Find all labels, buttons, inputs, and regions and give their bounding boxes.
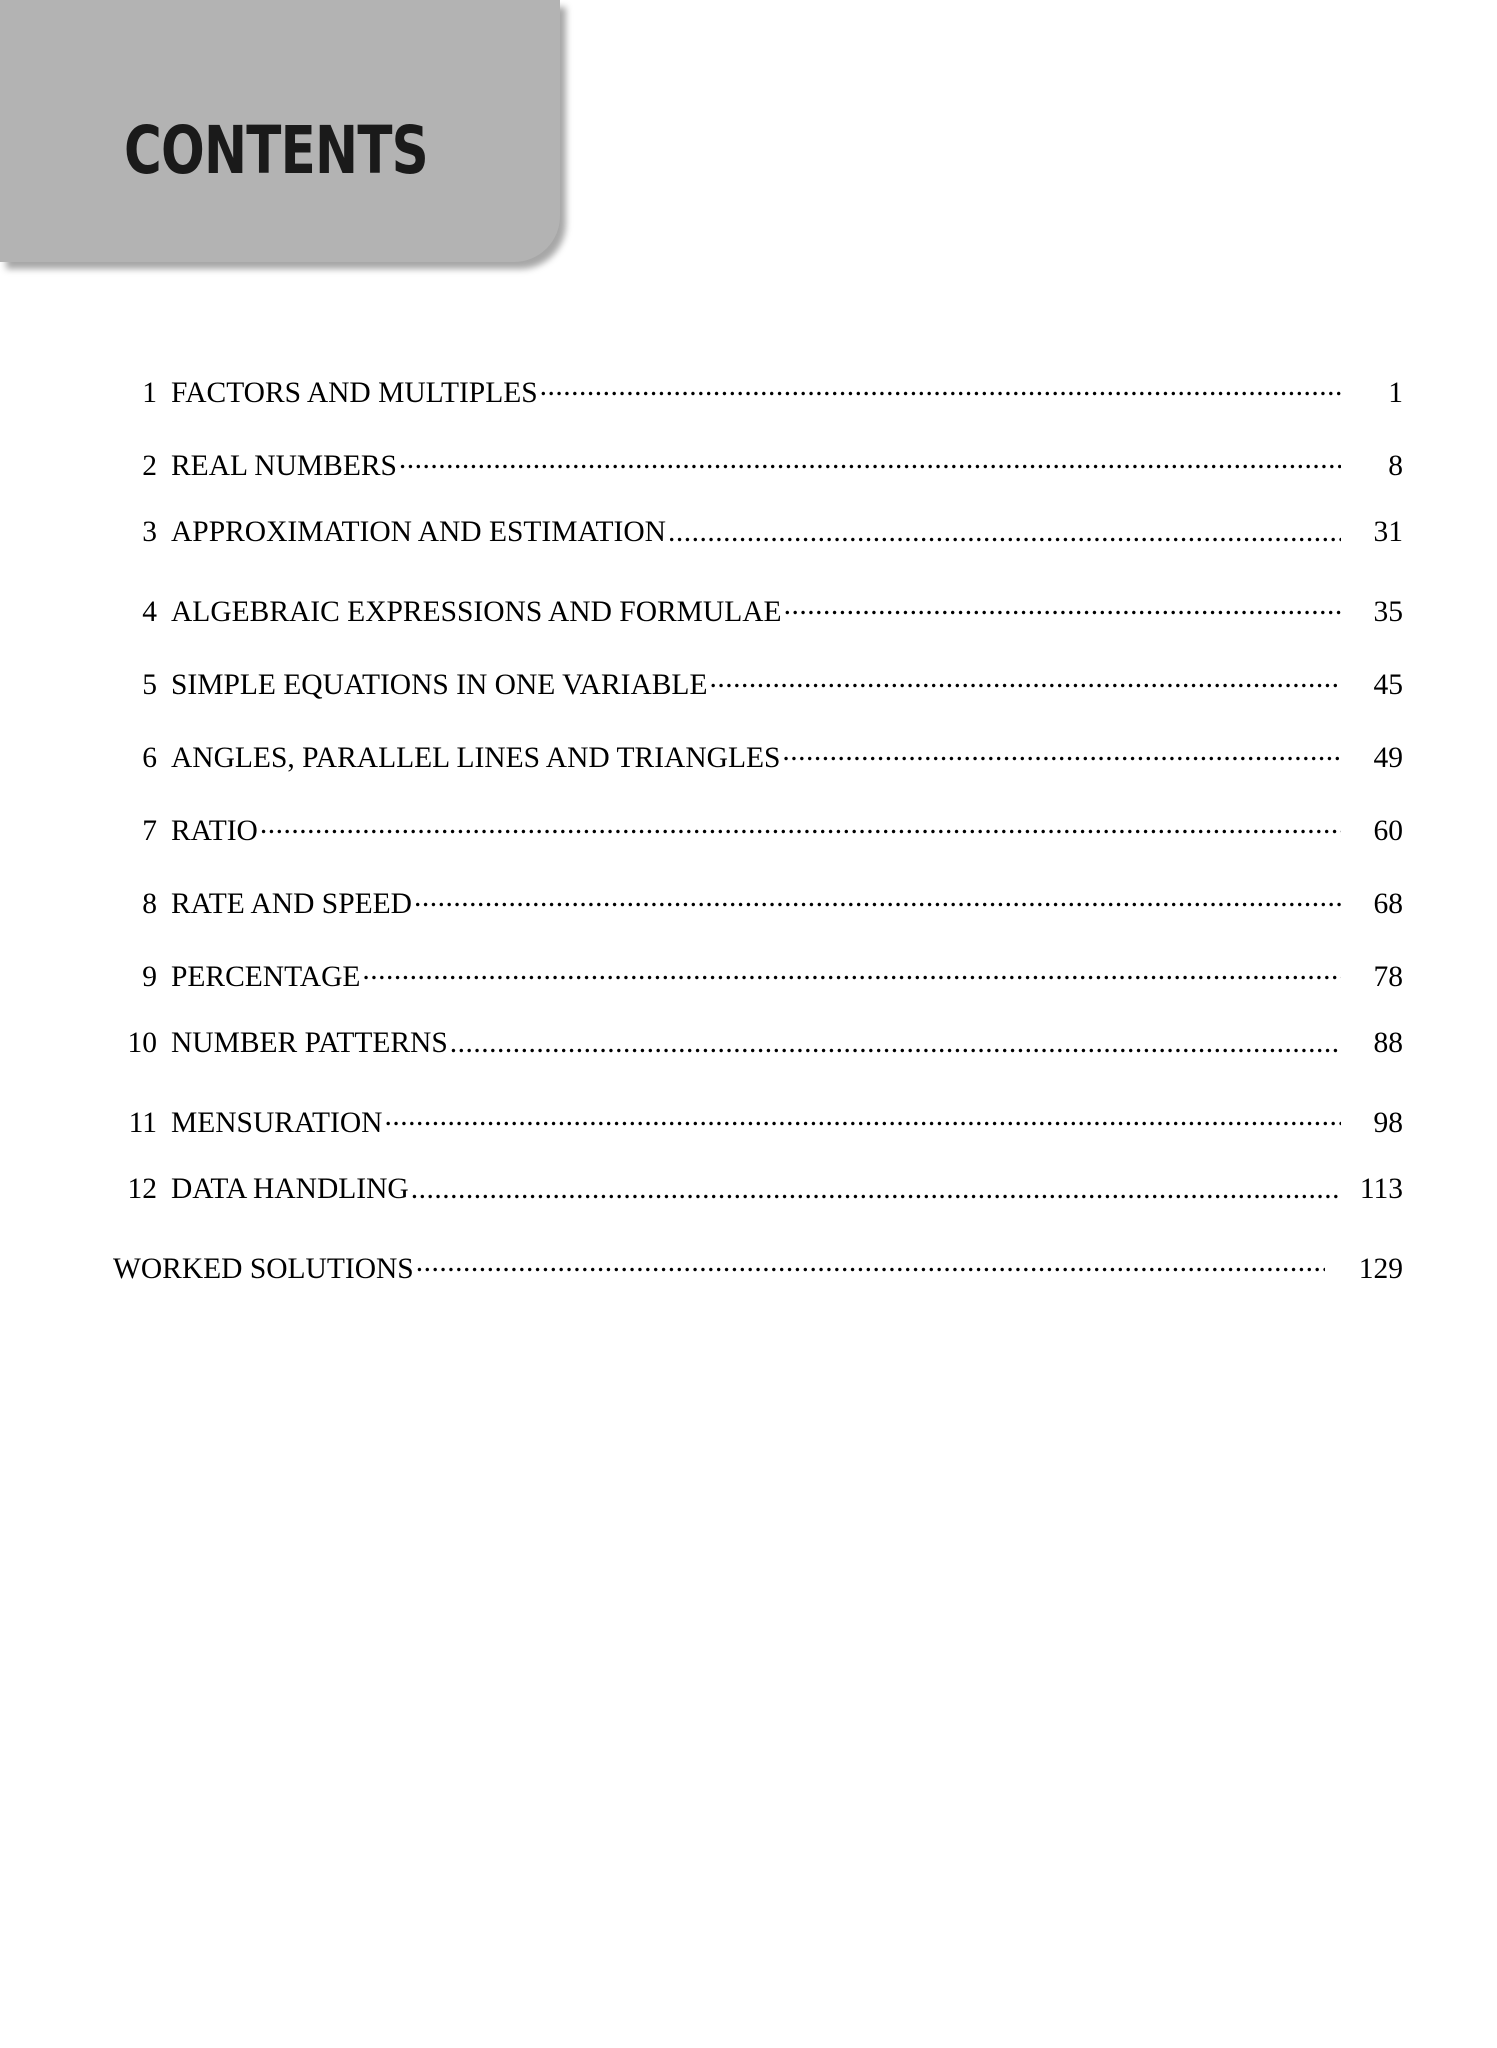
toc-leader-dots	[384, 1102, 1341, 1132]
toc-entry-page: 78	[1373, 960, 1403, 993]
toc-entry-page: 113	[1359, 1173, 1403, 1205]
toc-leader-dots	[414, 883, 1341, 913]
toc-entry-page: 1	[1388, 376, 1403, 409]
toc-entry[interactable]	[113, 956, 1403, 1029]
toc-entry-page: 45	[1373, 668, 1403, 701]
toc-leader-dots	[709, 664, 1341, 694]
toc-entry[interactable]	[113, 372, 1403, 445]
toc-entry-page: 98	[1373, 1106, 1403, 1139]
toc-entry-number: 3	[142, 516, 157, 548]
toc-leader-dots	[260, 810, 1341, 840]
toc-entry-label: SIMPLE EQUATIONS IN ONE VARIABLE	[171, 668, 708, 701]
toc-entry-label: WORKED SOLUTIONS	[113, 1252, 414, 1285]
toc-entry[interactable]	[113, 518, 1403, 591]
toc-entry[interactable]	[113, 1175, 1403, 1248]
toc-entry[interactable]	[113, 445, 1403, 518]
table-of-contents	[113, 372, 1403, 1321]
toc-entry-number: 10	[127, 1027, 157, 1059]
toc-entry-label: MENSURATION	[171, 1106, 383, 1139]
toc-entry-label: PERCENTAGE	[171, 960, 361, 993]
contents-header-banner	[0, 0, 560, 262]
page-title: CONTENTS	[124, 112, 428, 189]
toc-entry-label: APPROXIMATION AND ESTIMATION	[171, 516, 666, 548]
toc-entry-page: 68	[1373, 887, 1403, 920]
toc-entry[interactable]	[113, 810, 1403, 883]
toc-entry-page: 35	[1373, 595, 1403, 628]
toc-entry-label: ANGLES, PARALLEL LINES AND TRIANGLES	[171, 741, 781, 774]
toc-entry-label: ALGEBRAIC EXPRESSIONS AND FORMULAE	[171, 595, 782, 628]
toc-entry-number: 4	[142, 595, 157, 628]
toc-entry-page: 88	[1373, 1027, 1403, 1059]
toc-entry-page: 49	[1373, 741, 1403, 774]
toc-leader-dots	[416, 1248, 1325, 1278]
toc-leader-dots	[782, 737, 1341, 767]
toc-leader-dots	[540, 372, 1341, 402]
toc-entry[interactable]	[113, 664, 1403, 737]
toc-entry-worked-solutions[interactable]	[113, 1248, 1403, 1321]
toc-leader-dots	[668, 518, 1341, 548]
toc-entry-number: 2	[142, 449, 157, 482]
toc-leader-dots	[784, 591, 1341, 621]
toc-entry-label: DATA HANDLING	[171, 1173, 409, 1205]
toc-leader-dots	[399, 445, 1341, 475]
toc-entry-page: 8	[1388, 449, 1403, 482]
toc-entry-number: 12	[127, 1173, 157, 1205]
toc-entry-number: 9	[142, 960, 157, 993]
toc-entry-number: 1	[142, 376, 157, 409]
toc-entry-page: 60	[1373, 814, 1403, 847]
toc-leader-dots	[411, 1175, 1341, 1205]
toc-entry-label: REAL NUMBERS	[171, 449, 397, 482]
toc-entry-number: 8	[142, 887, 157, 920]
toc-entry-label: RATE AND SPEED	[171, 887, 412, 920]
toc-entry[interactable]	[113, 883, 1403, 956]
toc-entry[interactable]	[113, 1029, 1403, 1102]
toc-entry[interactable]	[113, 737, 1403, 810]
toc-entry-number: 6	[142, 741, 157, 774]
toc-entry-number: 7	[142, 814, 157, 847]
toc-entry-number: 5	[142, 668, 157, 701]
toc-entry[interactable]	[113, 1102, 1403, 1175]
toc-entry[interactable]	[113, 591, 1403, 664]
toc-entry-label: FACTORS AND MULTIPLES	[171, 376, 538, 409]
toc-entry-label: NUMBER PATTERNS	[171, 1027, 448, 1059]
toc-entry-page: 31	[1373, 516, 1403, 548]
toc-entry-page: 129	[1358, 1252, 1403, 1285]
toc-leader-dots	[450, 1029, 1341, 1059]
toc-entry-number: 11	[128, 1106, 157, 1139]
toc-entry-label: RATIO	[171, 814, 258, 847]
toc-leader-dots	[362, 956, 1341, 986]
